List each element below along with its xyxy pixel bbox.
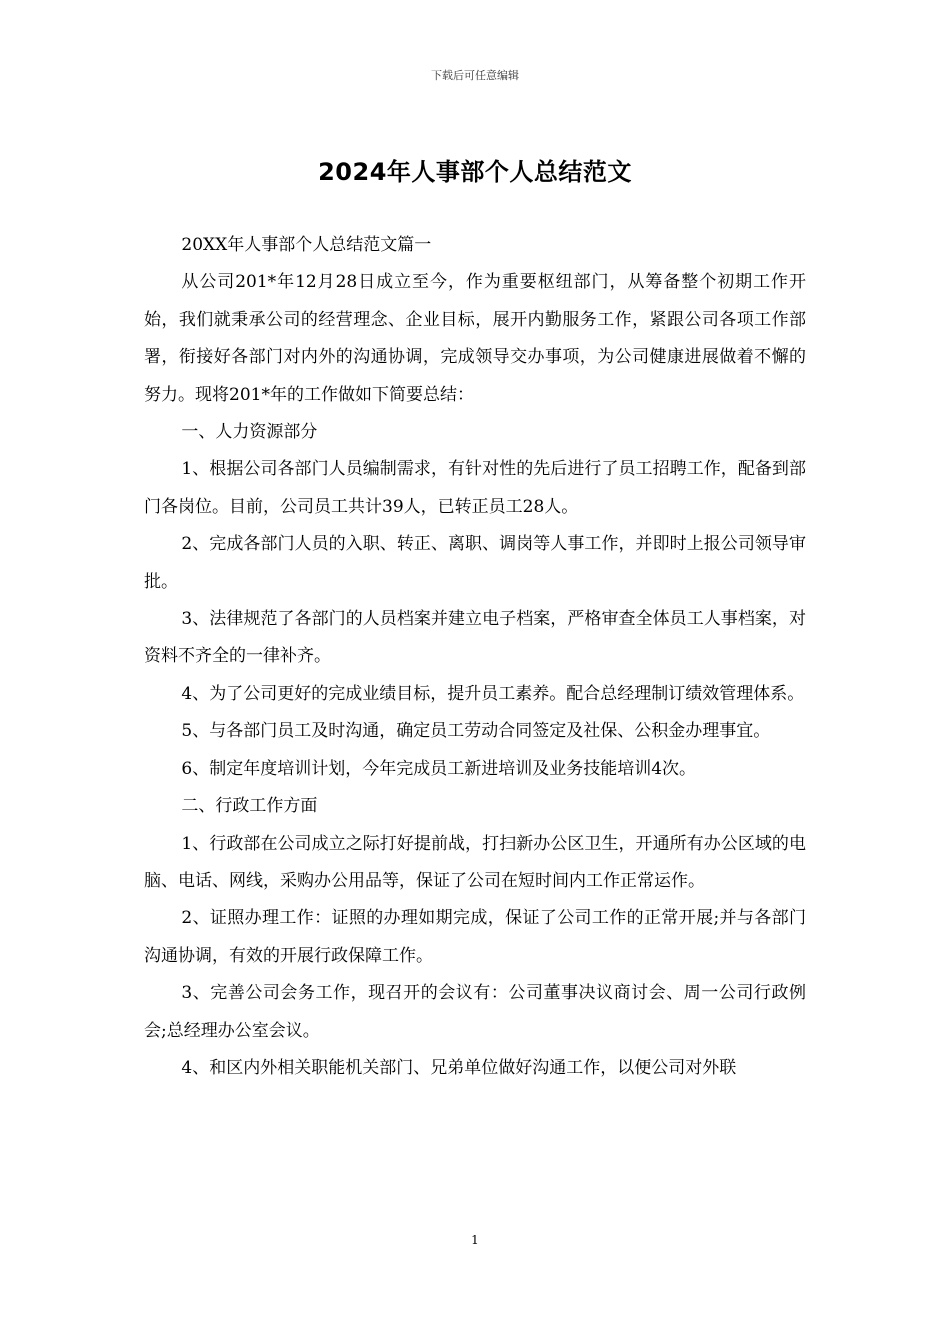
body-paragraph: 1、行政部在公司成立之际打好提前战，打扫新办公区卫生，开通所有办公区域的电脑、电话、网线，采购办公用品等，保证了公司在短时间内工作正常运作。 [144, 833, 806, 891]
header-note: 下载后可任意编辑 [431, 69, 519, 82]
section-heading-hr: 一、人力资源部分 [181, 422, 318, 443]
body-paragraph: 5、与各部门员工及时沟通，确定员工劳动合同签定及社保、公积金办理事宜。 [181, 721, 771, 742]
body-paragraph: 3、完善公司会务工作，现召开的会议有：公司董事决议商讨会、周一公司行政例会;总经理办公室会议。 [144, 983, 806, 1041]
body-paragraph: 4、为了公司更好的完成业绩目标，提升员工素养。配合总经理制订绩效管理体系。 [181, 683, 805, 704]
body-paragraph: 2、完成各部门人员的入职、转正、离职、调岗等人事工作，并即时上报公司领导审批。 [144, 534, 806, 592]
body-paragraph: 2、证照办理工作：证照的办理如期完成，保证了公司工作的正常开展;并与各部门沟通协调，有效的开展行政保障工作。 [144, 908, 806, 966]
section-heading-part-one: 20XX年人事部个人总结范文篇一 [181, 235, 432, 255]
body-paragraph: 4、和区内外相关职能机关部门、兄弟单位做好沟通工作，以便公司对外联 [181, 1057, 737, 1078]
document-title: 2024年人事部个人总结范文 [318, 158, 632, 186]
body-paragraph: 1、根据公司各部门人员编制需求，有针对性的先后进行了员工招聘工作，配备到部门各岗位。目前，公司员工共计39人，已转正员工28人。 [144, 459, 806, 517]
section-heading-admin: 二、行政工作方面 [181, 796, 318, 817]
body-paragraph: 从公司201*年12月28日成立至今，作为重要枢纽部门，从筹备整个初期工作开始，我们就秉承公司的经营理念、企业目标，展开内勤服务工作，紧跟公司各项工作部署，衔接好各部门对内外的沟通协调，完成领导交办事项，为公司健康进展做着不懈的努力。现将201*年的工作做如下简要总结： [144, 272, 806, 405]
document-body [144, 227, 806, 1087]
body-paragraph: 6、制定年度培训计划，今年完成员工新进培训及业务技能培训4次。 [181, 758, 697, 779]
page-number: 1 [471, 1233, 479, 1247]
body-paragraph: 3、法律规范了各部门的人员档案并建立电子档案，严格审查全体员工人事档案，对资料不齐全的一律补齐。 [144, 609, 806, 667]
